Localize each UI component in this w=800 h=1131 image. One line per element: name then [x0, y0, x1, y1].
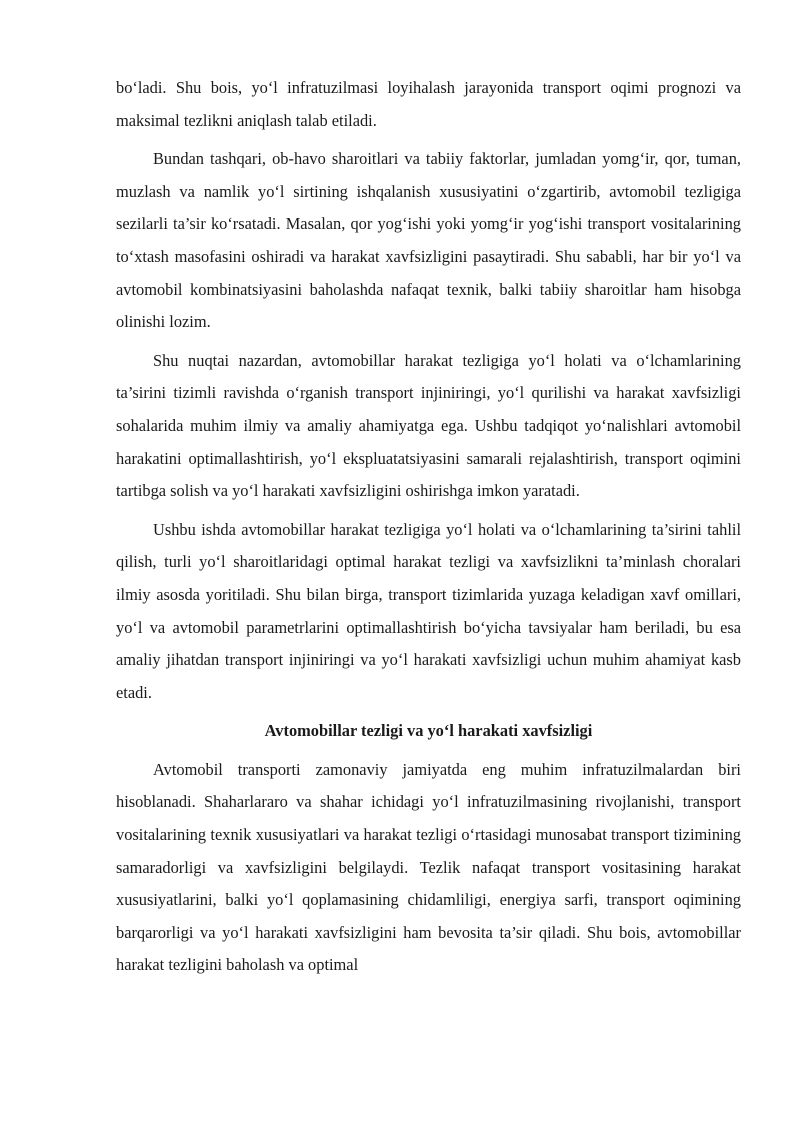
paragraph-weather-factors: Bundan tashqari, ob-havo sharoitlari va tabiiy faktorlar, jumladan yomg‘ir, qor, tuman, muzlash va namlik yo‘l sirtining ishqalanish xususiyatini o‘zgartirib, avtomobil tezligiga sezilarli ta’sir ko‘rsatadi. Masalan, qor yog‘ishi yoki yomg‘ir yog‘ishi transport vositalarining to‘xtash masofasini oshiradi va harakat xavfsizligini pasaytiradi. Shu sababli, har bir yo‘l va avtomobil kombinatsiyasini baholashda nafaqat texnik, balki tabiiy sharoitlar ham hisobga olinishi lozim. [116, 149, 741, 332]
paragraph-work-scope: Ushbu ishda avtomobillar harakat tezligiga yo‘l holati va o‘lchamlarining ta’sirini tahlil qilish, turli yo‘l sharoitlaridagi optimal harakat tezligi va xavfsizlikni ta’minlash choralari ilmiy asosda yoritiladi. Shu bilan birga, transport tizimlarida yuzaga keladigan xavf omillari, yo‘l va avtomobil parametrlarini optimallashtirish bo‘yicha tavsiyalar ham beriladi, bu esa amaliy jihatdan transport injiniringi va yo‘l harakati xavfsizligi uchun muhim ahamiyat kasb etadi. [116, 519, 741, 702]
paragraph-continuation: bo‘ladi. Shu bois, yo‘l infratuzilmasi loyihalash jarayonida transport oqimi prognozi va maksimal tezlikni aniqlash talab etiladi. [116, 78, 741, 130]
paragraph-section-intro: Avtomobil transporti zamonaviy jamiyatda eng muhim infratuzilmalardan biri hisoblanadi. Shaharlararo va shahar ichidagi yo‘l infratuzilmasining rivojlanishi, transport vositalarining texnik xususiyatlari va harakat tezligi o‘rtasidagi munosabat transport tizimining samaradorligi va xavfsizligini belgilaydi. Tezlik nafaqat transport vositasining harakat xususiyatlarini, balki yo‘l qoplamasining chidamliligi, energiya sarfi, transport oqimining barqarorligi va yo‘l harakati xavfsizligini ham bevosita ta’sir qiladi. Shu bois, avtomobillar harakat tezligini baholash va optimal [116, 759, 741, 975]
paragraph-research-importance: Shu nuqtai nazardan, avtomobillar harakat tezligiga yo‘l holati va o‘lchamlarining ta’sirini tizimli ravishda o‘rganish transport injiniringi, yo‘l qurilishi va harakat xavfsizligi sohalarida muhim ilmiy va amaliy ahamiyatga ega. Ushbu tadqiqot yo‘nalishlari avtomobil harakatini optimallashtirish, yo‘l ekspluatatsiyasini samarali rejalashtirish, transport oqimini tartibga solish va yo‘l harakati xavfsizligini oshirishga imkon yaratadi. [116, 350, 741, 501]
section-heading: Avtomobillar tezligi va yo‘l harakati xavfsizligi [264, 721, 593, 741]
